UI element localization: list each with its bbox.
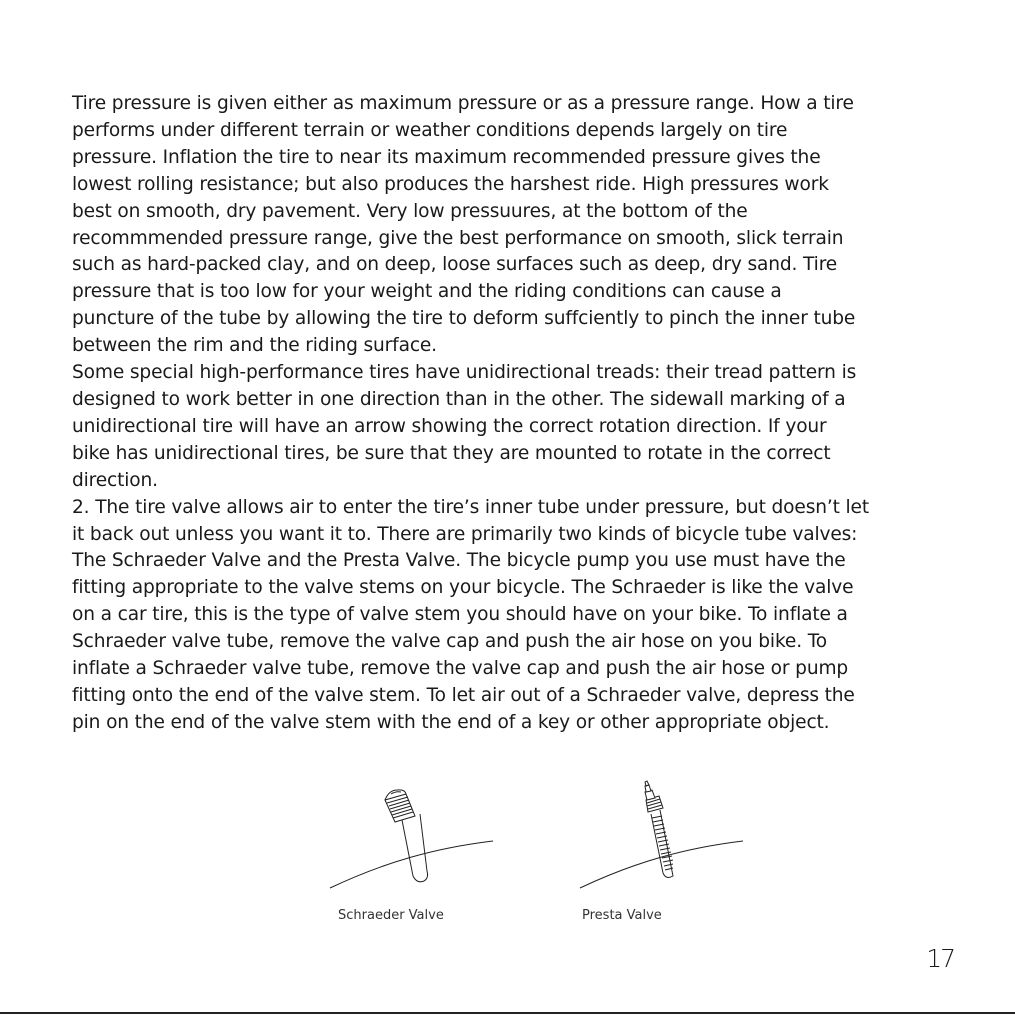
body-line: Some special high-performance tires have unidirectional treads: their tread pattern is [72, 362, 857, 384]
body-line: it back out unless you want it to. There are primarily two kinds of bicycle tube valves: [72, 523, 858, 545]
page-number: 17 [926, 944, 954, 973]
body-line: inflate a Schraeder valve tube, remove the valve cap and push the air hose or pump [72, 658, 849, 680]
body-text [72, 91, 952, 737]
body-line: designed to work better in one direction than in the other. The sidewall marking of a [72, 388, 846, 410]
body-line: bike has unidirectional tires, be sure that they are mounted to rotate in the correct [72, 442, 831, 464]
bottom-divider [0, 1012, 1015, 1014]
body-line: Tire pressure is given either as maximum pressure or as a pressure range. How a tire [72, 93, 854, 114]
body-line: fitting onto the end of the valve stem. To let air out of a Schraeder valve, depress the [72, 684, 855, 706]
schrader-valve-icon [325, 770, 525, 895]
body-line: 2. The tire valve allows air to enter the tire’s inner tube under pressure, but doesn’t let [72, 496, 869, 518]
body-line: on a car tire, this is the type of valve stem you should have on your bike. To inflate a [72, 604, 848, 626]
body-line: such as hard-packed clay, and on deep, loose surfaces such as deep, dry sand. Tire [72, 254, 838, 276]
schrader-valve-caption: Schraeder Valve [338, 908, 444, 923]
body-line: between the rim and the riding surface. [72, 335, 437, 357]
presta-valve-icon [575, 770, 775, 895]
schrader-valve-figure [325, 770, 525, 895]
body-line: The Schraeder Valve and the Presta Valve. The bicycle pump you use must have the [72, 550, 846, 572]
body-line: pressure that is too low for your weight and the riding conditions can cause a [72, 281, 782, 303]
body-line: performs under different terrain or weather conditions depends largely on tire [72, 119, 788, 141]
body-line: Schraeder valve tube, remove the valve cap and push the air hose on you bike. To [72, 631, 827, 653]
body-line: pressure. Inflation the tire to near its maximum recommended pressure gives the [72, 146, 821, 168]
body-line: best on smooth, dry pavement. Very low pressuures, at the bottom of the [72, 200, 748, 222]
presta-valve-figure [575, 770, 775, 895]
body-line: fitting appropriate to the valve stems on your bicycle. The Schraeder is like the valve [72, 577, 854, 599]
body-line: recommmended pressure range, give the best performance on smooth, slick terrain [72, 227, 844, 249]
body-line: pin on the end of the valve stem with the end of a key or other appropriate object. [72, 711, 830, 733]
presta-valve-caption: Presta Valve [582, 908, 662, 923]
body-line: puncture of the tube by allowing the tire to deform suffciently to pinch the inner tube [72, 308, 856, 330]
body-line: lowest rolling resistance; but also produces the harshest ride. High pressures work [72, 173, 829, 195]
body-line: unidirectional tire will have an arrow showing the correct rotation direction. If your [72, 415, 827, 437]
body-line: direction. [72, 469, 158, 491]
